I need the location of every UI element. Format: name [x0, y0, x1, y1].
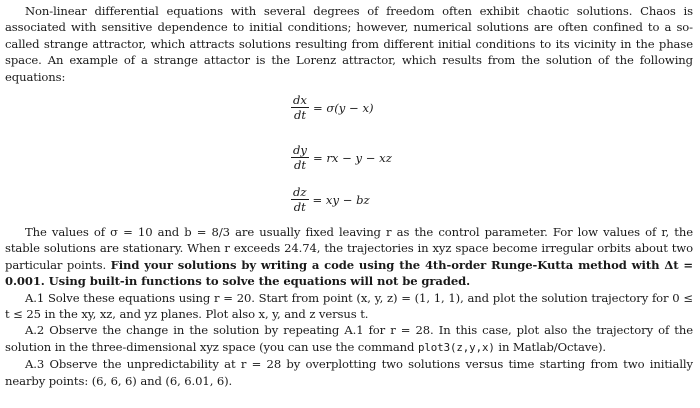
denominator: dt	[293, 158, 307, 172]
numerator: dx	[293, 93, 307, 107]
task-a1: A.1 Solve these equations using r = 20. Start from point (x, y, z) = (1, 1, 1), and plot the solution trajectory for 0 ≤ t ≤ 25 in the xy, xz, and yz planes. Plot also x, y, and z versus t.	[5, 290, 693, 322]
equation-dy-dt	[291, 143, 392, 172]
intro-paragraph: Non-linear differential equations with several degrees of freedom often exhibit chaotic solutions. Chaos is associated with sensitive dependence to initial conditions; however, numerical solutions are often confined to a so-called strange attractor, which attracts solutions resulting from different initial conditions to its vicinity in the phase space. An example of a strange attactor is the Lorenz attractor, which results from the solution of the following equations:	[5, 4, 693, 84]
fraction	[291, 143, 309, 172]
fraction	[291, 185, 309, 214]
equation-rhs: = σ(y − x)	[312, 100, 374, 115]
numerator: dy	[293, 143, 307, 157]
task-a2-text-before: A.2 Observe the change in the solution by repeating A.1 for r = 28. In this case, plot also the trajectory of the solution in the three-dimensional xyz space (you can use the command	[5, 323, 693, 354]
fraction	[291, 93, 309, 122]
equation-dx-dt	[291, 93, 374, 122]
parameters-paragraph	[5, 224, 693, 290]
equation-rhs: = xy − bz	[312, 192, 370, 207]
task-section	[5, 224, 693, 389]
task-a3: A.3 Observe the unpredictability at r = 28 by overplotting two solutions versus time starting from two initially nearby points: (6, 6, 6) and (6, 6.01, 6).	[5, 357, 693, 388]
grading-instruction: Find your solutions by writing a code using the 4th-order Runge-Kutta method with Δt = 0.001. Using built-in functions to solve the equations will not be graded.	[5, 257, 693, 289]
equation-rhs: = rx − y − xz	[312, 150, 392, 165]
numerator: dz	[293, 185, 307, 199]
denominator: dt	[293, 108, 307, 122]
task-a2	[5, 322, 693, 356]
parameters-text: The values of σ = 10 and b = 8/3 are usually fixed leaving r as the control parameter. For low values of r, the stable solutions are stationary. When r exceeds 24.74, the trajectories in xyz space become irregular orbits about two particular points.	[5, 225, 693, 272]
equation-dz-dt	[291, 185, 370, 214]
denominator: dt	[293, 200, 306, 214]
matlab-command: plot3(z,y,x)	[417, 340, 495, 354]
task-a2-text-after: in Matlab/Octave).	[494, 339, 607, 354]
